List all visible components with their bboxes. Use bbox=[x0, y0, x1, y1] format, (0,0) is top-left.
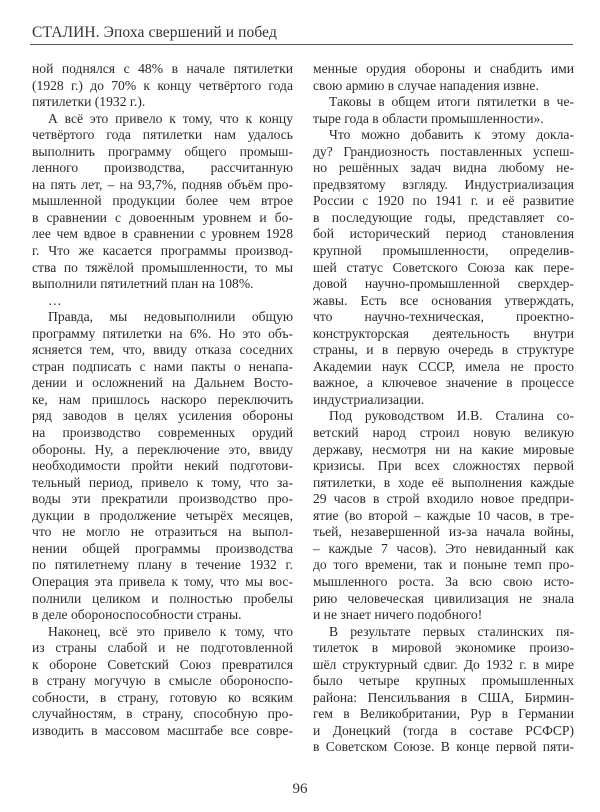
text-line: в деле обороноспособности страны. bbox=[32, 607, 242, 623]
text-line: района: Пенсильвания в США, Бирмин- bbox=[313, 689, 574, 705]
running-head: СТАЛИН. Эпоха свершений и побед bbox=[32, 24, 277, 41]
text-line: важное, а ключевое значение в процессе bbox=[313, 375, 574, 391]
text-line: рию человеческая цивилизация не знала bbox=[313, 590, 574, 606]
text-line: Операция эта привела к тому, что мы вос- bbox=[32, 573, 293, 589]
text-line: страны, и в первую очередь в структуре bbox=[313, 342, 574, 358]
text-line: предвзятому взгляду. Индустриализация bbox=[313, 176, 574, 192]
text-line: шёл структурный сдвиг. До 1932 г. в мире bbox=[313, 656, 574, 672]
text-line: обороны. Ну, а переключение это, ввиду bbox=[32, 441, 293, 457]
text-line: стран подписать с нами пакты о ненапа- bbox=[32, 358, 293, 374]
text-line: ства по тяжёлой промышленности, то мы bbox=[32, 259, 293, 275]
text-line: до того времени, так и поныне темп про- bbox=[313, 557, 574, 573]
text-line: тыре года в области промышленности». bbox=[313, 110, 544, 126]
text-line: ветский народ строил новую великую bbox=[313, 425, 574, 441]
text-line: свою армию в случае нападения извне. bbox=[313, 77, 539, 93]
text-line: – каждые 7 часов). Это невиданный как bbox=[313, 540, 574, 556]
text-line: было четыре крупных промышленных bbox=[313, 673, 574, 689]
text-line: Академии наук СССР, имела не просто bbox=[313, 358, 574, 374]
text-line: ряд заводов в целях усиления обороны bbox=[32, 408, 293, 424]
text-line: на производство современных орудий bbox=[32, 425, 293, 441]
right-text-column bbox=[313, 61, 574, 756]
text-line: … bbox=[48, 292, 62, 308]
text-line: в Советском Союзе. В конце первой пяти- bbox=[313, 739, 574, 755]
text-line: ленного производства, рассчитанную bbox=[32, 160, 293, 176]
text-line: лее чем вдвое в сравнении с уровнем 1928 bbox=[32, 226, 293, 242]
text-line: тилеток в мировой экономике произо- bbox=[313, 640, 574, 656]
text-line: по пятилетнему плану в течение 1932 г. bbox=[32, 557, 293, 573]
text-line: тельный период, привело к тому, что за- bbox=[32, 474, 293, 490]
text-line: к обороне Советский Союз превратился bbox=[32, 656, 293, 672]
text-line: г. Что же касается программы производ- bbox=[32, 243, 293, 259]
text-line: программу пятилетки на 6%. Но это объ- bbox=[32, 325, 293, 341]
text-line: дении и осложнений на Дальнем Восто- bbox=[32, 375, 293, 391]
text-line: конструкторская деятельность внутри bbox=[313, 325, 574, 341]
page-number: 96 bbox=[292, 781, 308, 797]
text-line: на пять лет, – на 93,7%, подняв объём про- bbox=[32, 176, 293, 192]
text-line: дукции в продолжение четырёх месяцев, bbox=[32, 507, 293, 523]
text-line: пятилетки (1932 г.). bbox=[32, 94, 146, 110]
header-rule bbox=[30, 44, 573, 45]
text-line: гем в Великобритании, Рур в Германии bbox=[313, 706, 574, 722]
text-line: и Донецкий (тогда в составе РСФСР) bbox=[313, 722, 574, 738]
text-line: жавы. Есть все основания утверждать, bbox=[313, 292, 574, 308]
text-line: выполнить программу общего промыш- bbox=[32, 143, 293, 159]
text-line: бой исторический период становления bbox=[313, 226, 574, 242]
text-line: Правда, мы недовыполнили общую bbox=[48, 309, 293, 325]
text-line: что не могло не отразиться на выпол- bbox=[32, 524, 293, 540]
text-line: в сравнении с довоенным уровнем и бо- bbox=[32, 209, 293, 225]
text-line: тьей, незавершенной из-за начала войны, bbox=[313, 524, 574, 540]
text-line: случайностям, в страну, способную про- bbox=[32, 706, 293, 722]
left-text-column bbox=[32, 61, 293, 739]
text-line: кризисы. При всех сложностях первой bbox=[313, 458, 574, 474]
text-line: мышленного роста. За всю свою исто- bbox=[313, 573, 574, 589]
text-line: ясняется тем, что, ввиду отказа соседних bbox=[32, 342, 293, 358]
text-line: пятилетки, в ходе её выполнения каждые bbox=[313, 474, 574, 490]
text-line: индустриализации. bbox=[313, 391, 425, 407]
text-line: полнили целиком и полностью пробелы bbox=[32, 590, 293, 606]
text-line: Под руководством И.В. Сталина со- bbox=[329, 408, 574, 424]
text-line: ной поднялся с 48% в начале пятилетки bbox=[32, 61, 293, 76]
text-line: но решённых задач видна любому не- bbox=[313, 160, 574, 176]
text-line: (1928 г.) до 70% к концу четвёртого года bbox=[32, 77, 293, 93]
text-line: крупной промышленности, определив- bbox=[313, 243, 574, 259]
text-line: воды эти прекратили производство про- bbox=[32, 491, 293, 507]
text-line: в последующие годы, представляет со- bbox=[313, 209, 574, 225]
text-line: 29 часов в строй входило новое предпри- bbox=[313, 491, 574, 507]
text-line: В результате первых сталинских пя- bbox=[329, 623, 574, 639]
text-line: менные орудия обороны и снабдить ими bbox=[313, 61, 574, 76]
text-line: что научно-техническая, проектно- bbox=[313, 309, 574, 325]
text-line: Что можно добавить к этому докла- bbox=[329, 127, 574, 143]
text-line: мышленной продукции более чем втрое bbox=[32, 193, 293, 209]
text-line: и не знает ничего подобного! bbox=[313, 607, 483, 623]
text-line: ятие (во второй – каждые 10 часов, в тре- bbox=[313, 507, 574, 523]
text-line: шей статус Советского Союза как пере- bbox=[313, 259, 574, 275]
text-line: державу, несмотря ни на какие мировые bbox=[313, 441, 574, 457]
text-line: необходимости пройти некий подготови- bbox=[32, 458, 293, 474]
text-line: А всё это привело к тому, что к концу bbox=[48, 110, 293, 126]
text-line: четвёртого года пятилетки нам удалось bbox=[32, 127, 293, 143]
text-line: ке, нам пришлось наскоро переключить bbox=[32, 391, 293, 407]
text-line: Таковы в общем итоги пятилетки в че- bbox=[329, 94, 574, 110]
text-line: из страны слабой и не подготовленной bbox=[32, 640, 293, 656]
text-line: выполнили пятилетний план на 108%. bbox=[32, 276, 254, 292]
text-line: в страну могучую в смысле обороноспо- bbox=[32, 673, 293, 689]
text-line: Наконец, всё это привело к тому, что bbox=[48, 623, 293, 639]
text-line: довой научно-промышленной сверхдер- bbox=[313, 276, 574, 292]
text-line: нении общей программы производства bbox=[32, 540, 293, 556]
text-line: ду? Грандиозность поставленных успеш- bbox=[313, 143, 574, 159]
text-line: собности, в страну, готовую ко всяким bbox=[32, 689, 293, 705]
text-line: России с 1920 по 1941 г. и её развитие bbox=[313, 193, 574, 209]
text-line: изводить в массовом масштабе все совре- bbox=[32, 722, 293, 738]
